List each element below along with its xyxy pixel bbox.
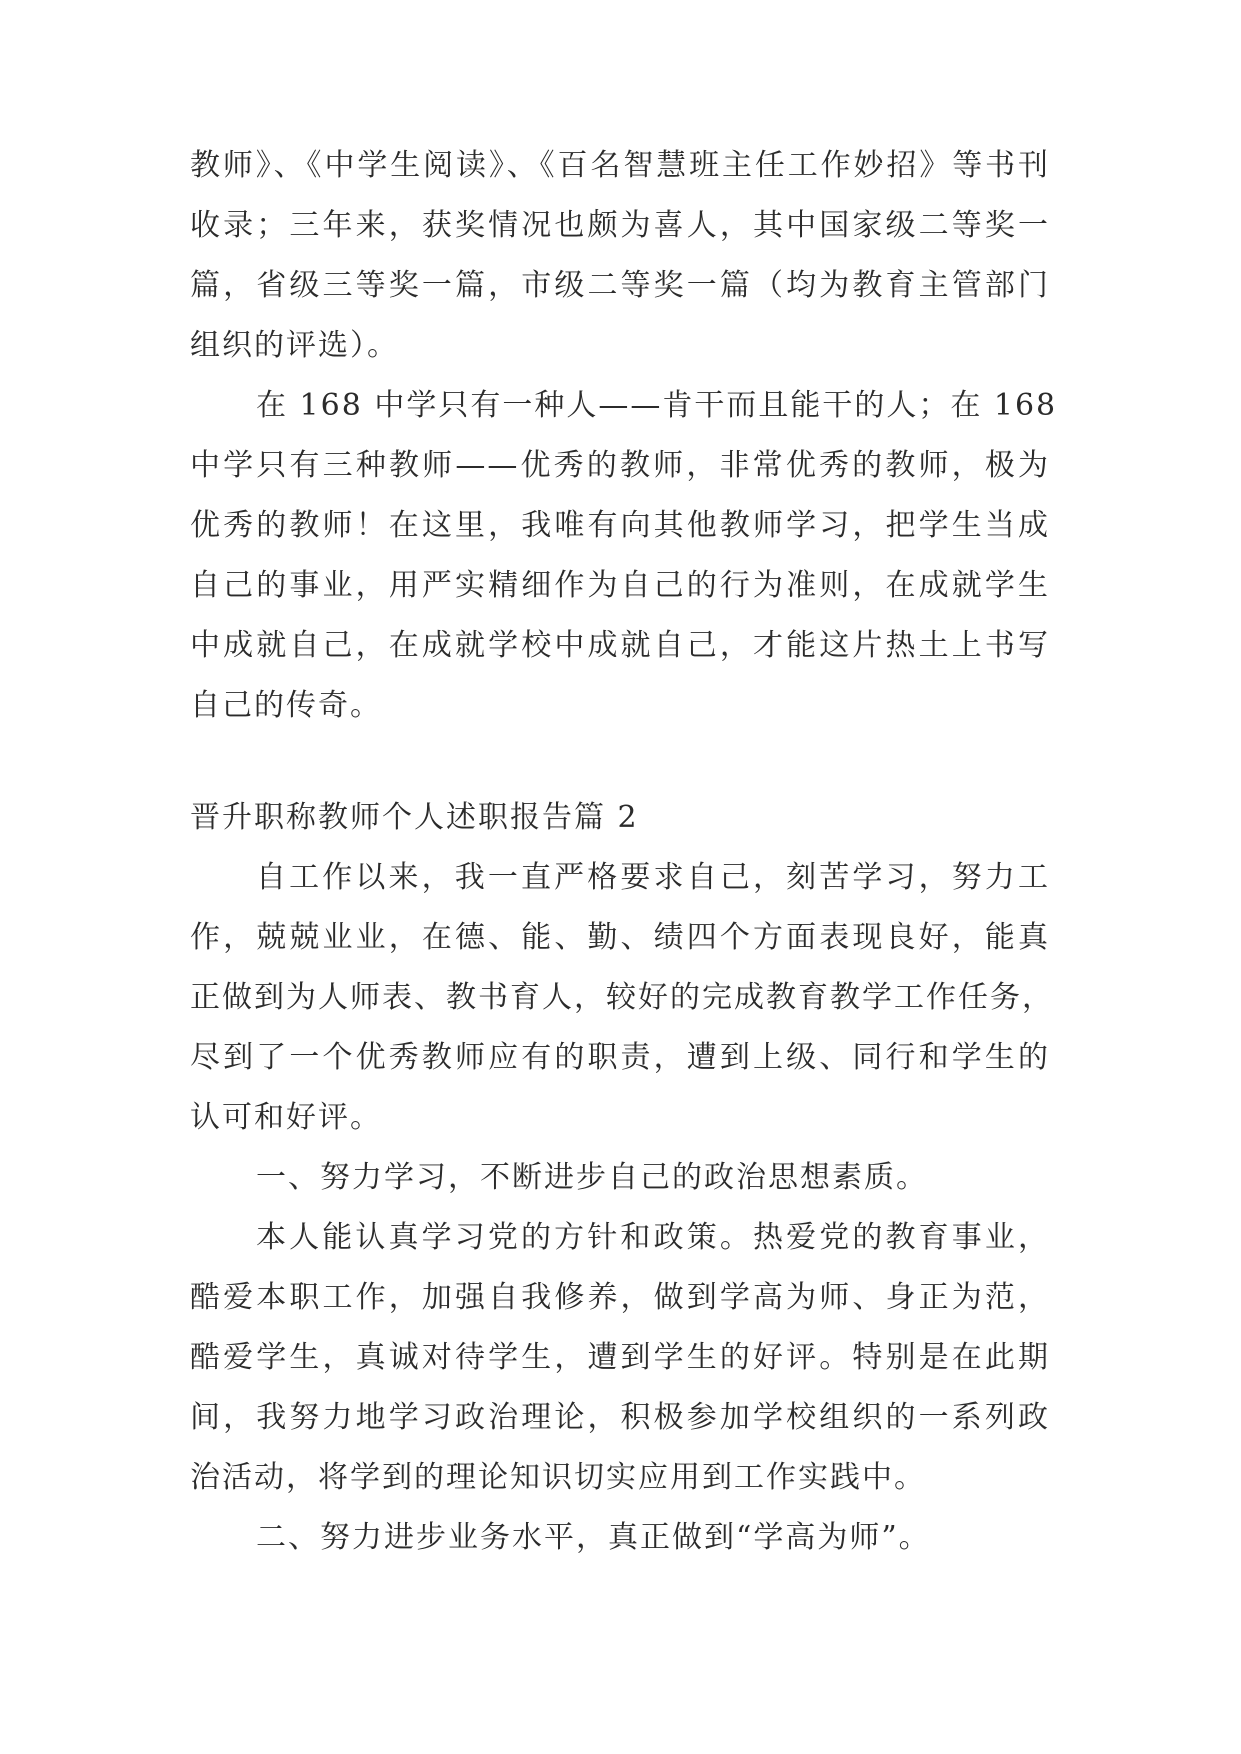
list-item-heading: 一、努力学习，不断进步自己的政治思想素质。 <box>256 1160 928 1195</box>
paragraph-line: 作，兢兢业业，在德、能、勤、绩四个方面表现良好，能真 <box>190 920 1050 955</box>
section-title: 晋升职称教师个人述职报告篇 2 <box>190 800 639 835</box>
paragraph-line: 自己的事业，用严实精细作为自己的行为准则，在成就学生 <box>190 568 1050 603</box>
paragraph-line: 自工作以来，我一直严格要求自己，刻苦学习，努力工 <box>256 860 1050 895</box>
paragraph-line: 酷爱本职工作，加强自我修养，做到学高为师、身正为范， <box>190 1280 1050 1315</box>
paragraph-line: 优秀的教师！在这里，我唯有向其他教师学习，把学生当成 <box>190 508 1050 543</box>
paragraph-line: 尽到了一个优秀教师应有的职责，遭到上级、同行和学生的 <box>190 1040 1050 1075</box>
paragraph-line: 中成就自己，在成就学校中成就自己，才能这片热土上书写 <box>190 628 1050 663</box>
paragraph-line: 认可和好评。 <box>190 1100 382 1135</box>
paragraph-line: 正做到为人师表、教书育人，较好的完成教育教学工作任务， <box>190 980 1054 1015</box>
paragraph-line: 本人能认真学习党的方针和政策。热爱党的教育事业， <box>256 1220 1050 1255</box>
list-item-heading: 二、努力进步业务水平，真正做到“学高为师”。 <box>256 1520 931 1555</box>
paragraph-line: 治活动，将学到的理论知识切实应用到工作实践中。 <box>190 1460 926 1495</box>
paragraph-line: 间，我努力地学习政治理论，积极参加学校组织的一系列政 <box>190 1400 1050 1435</box>
paragraph-line: 教师》、《中学生阅读》、《百名智慧班主任工作妙招》等书刊 <box>190 148 1050 183</box>
paragraph-line: 酷爱学生，真诚对待学生，遭到学生的好评。特别是在此期 <box>190 1340 1050 1375</box>
paragraph-line: 在 168 中学只有一种人——肯干而且能干的人；在 168 <box>256 388 1058 423</box>
paragraph-line: 自己的传奇。 <box>190 688 382 723</box>
paragraph-line: 篇，省级三等奖一篇，市级二等奖一篇（均为教育主管部门 <box>190 268 1050 303</box>
paragraph-line: 中学只有三种教师——优秀的教师，非常优秀的教师，极为 <box>190 448 1050 483</box>
paragraph-line: 收录；三年来，获奖情况也颇为喜人，其中国家级二等奖一 <box>190 208 1050 243</box>
paragraph-line: 组织的评选）。 <box>190 328 399 363</box>
